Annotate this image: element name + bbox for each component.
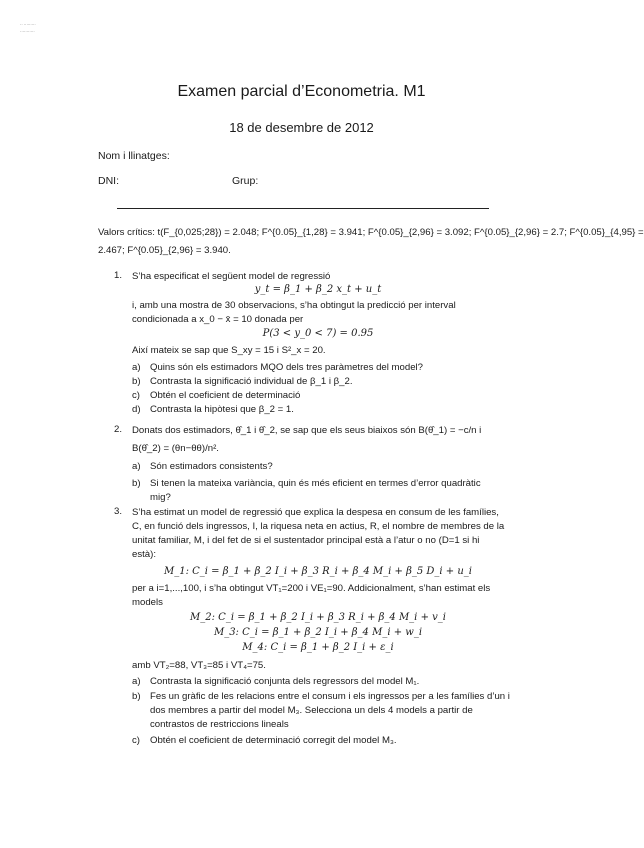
q2-item-b: Si tenen la mateixa variància, quin és més eficient en termes d’error quadràtic	[150, 478, 481, 489]
q1-item-c: Obtén el coeficient de determinació	[150, 390, 301, 401]
q1-para1: i, amb una mostra de 30 observacions, s’ha obtingut la predicció per interval	[132, 300, 456, 311]
exam-date: 18 de desembre de 2012	[229, 120, 374, 135]
q3-line2: C, en funció dels ingressos, I, la riquesa neta en actius, R, el nombre de membres de la	[132, 521, 505, 532]
q2-item-b-cont: mig?	[150, 492, 171, 503]
q3-after-m1-1: per a i=1,...,100, i s’ha obtingut VT₁=200 i VE₁=90. Addicionalment, s’han estimat els	[132, 583, 491, 594]
q3-item-b-label: b)	[132, 691, 141, 702]
q1-interval: P(3 < y_0 < 7) = 0.95	[262, 328, 374, 339]
q1-item-c-label: c)	[132, 390, 140, 401]
q1-item-a: Quins són els estimadors MQO dels tres paràmetres del model?	[150, 362, 424, 373]
q2-item-b-label: b)	[132, 478, 141, 489]
q1-para3: Així mateix se sap que S_xy = 15 i S²_x = 20.	[132, 345, 326, 356]
q3-item-b-cont1: dos membres a partir del model M₃. Selecciona un dels 4 models a partir de	[150, 705, 473, 716]
q1-item-a-label: a)	[132, 362, 141, 373]
q3-model-m3: M_3: C_i = β_1 + β_2 I_i + β_4 M_i + w_i	[213, 627, 423, 638]
q1-para2: condicionada a x_0 − x̄ = 10 donada per	[132, 314, 304, 325]
critical-values-line1: Valors crítics: t(F_{0,025;28}) = 2.048; F^{0.05}_{1,28} = 3.941; F^{0.05}_{2,96} = 3.092; F^{0.05}_{2,96} = 2.7; F^{0.05}_{4,95} =	[98, 227, 644, 238]
critical-values-line2: 2.467; F^{0.05}_{2,96} = 3.940.	[98, 245, 231, 256]
q2-item-a-label: a)	[132, 461, 141, 472]
scan-mark-bottom: ···········	[20, 29, 35, 34]
q3-item-b-cont2: contrastos de restriccions lineals	[150, 719, 289, 730]
q2-line2: B(θ̂_2) = (θn−θθ)/n².	[132, 443, 219, 454]
q1-item-b-label: b)	[132, 376, 141, 387]
scan-mark-top: ·· ·········	[20, 22, 36, 27]
q3-model-m2: M_2: C_i = β_1 + β_2 I_i + β_3 R_i + β_4 M_i + v_i	[190, 612, 446, 623]
page-title: Examen parcial d’Econometria. M1	[177, 83, 426, 100]
q3-item-a: Contrasta la significació conjunta dels regressors del model M₁.	[150, 676, 420, 687]
q3-number: 3.	[114, 506, 123, 517]
q3-model-m4: M_4: C_i = β_1 + β_2 I_i + ε_i	[242, 642, 394, 653]
q3-after-m1-2: models	[132, 597, 163, 608]
q1-number: 1.	[114, 270, 123, 281]
group-label: Grup:	[232, 175, 259, 187]
q3-model-m1: M_1: C_i = β_1 + β_2 I_i + β_3 R_i + β_4 M_i + β_5 D_i + u_i	[163, 566, 473, 577]
q1-item-d: Contrasta la hipòtesi que β_2 = 1.	[150, 404, 294, 415]
q3-item-c-label: c)	[132, 735, 140, 746]
name-label: Nom i llinatges:	[98, 150, 170, 162]
q3-after-models: amb VT₂=88, VT₃=85 i VT₄=75.	[132, 660, 266, 671]
q1-item-d-label: d)	[132, 404, 141, 415]
q1-intro: S’ha especificat el següent model de regressió	[132, 271, 331, 282]
q1-model: y_t = β_1 + β_2 x_t + u_t	[254, 284, 382, 295]
q3-item-b: Fes un gràfic de les relacions entre el consum i els ingressos per a les famílies d’un i	[150, 691, 510, 702]
q2-number: 2.	[114, 424, 123, 435]
q3-item-c: Obtén el coeficient de determinació corregit del model M₃.	[150, 735, 397, 746]
q3-item-a-label: a)	[132, 676, 141, 687]
dni-label: DNI:	[98, 175, 119, 187]
q1-item-b: Contrasta la significació individual de β_1 i β_2.	[150, 376, 353, 387]
q3-line3: unitat familiar, M, i del fet de si el sustentador principal està a l’atur o no (D=1 si hi	[132, 535, 480, 546]
q2-item-a: Són estimadors consistents?	[150, 461, 273, 472]
header-divider	[117, 208, 489, 209]
q2-line1: Donats dos estimadors, θ̂_1 i θ̂_2, se sap que els seus biaixos són B(θ̂_1) = −c/n i	[132, 425, 482, 436]
q3-line1: S’ha estimat un model de regressió que explica la despesa en consum de les famílies,	[132, 507, 499, 518]
q3-line4: està):	[132, 549, 156, 560]
